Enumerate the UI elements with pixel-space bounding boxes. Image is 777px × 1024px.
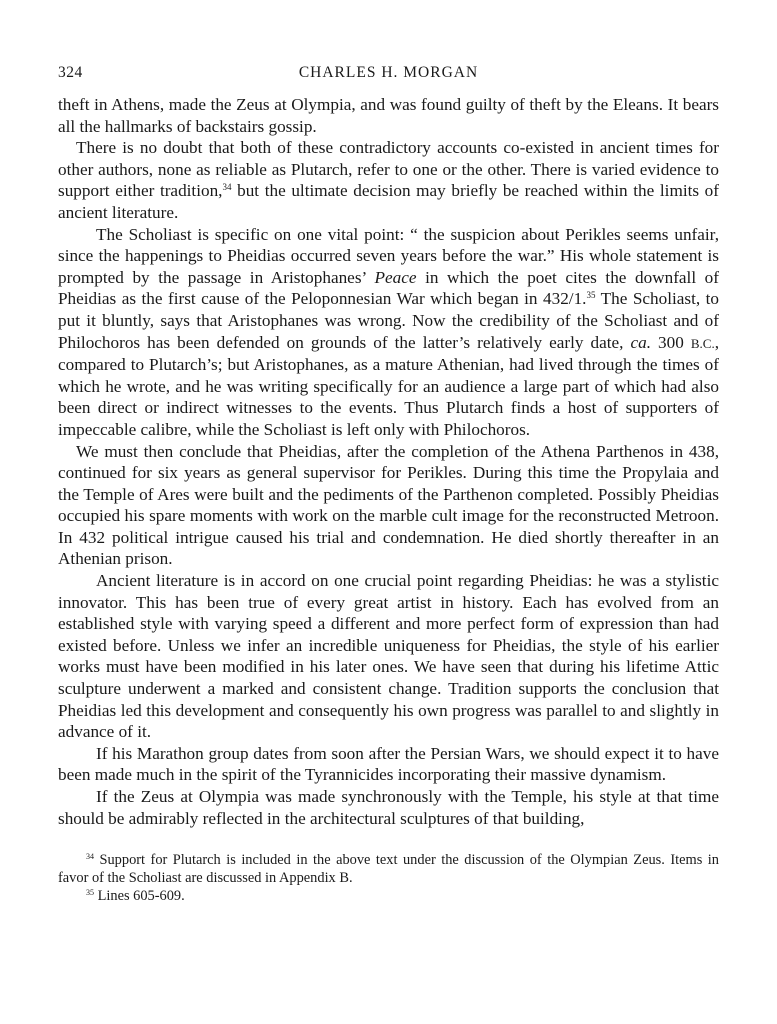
page-number: 324 [58, 64, 83, 81]
paragraph-3-text-c: The Scholiast, to put it bluntly, says that Aristophanes was wrong. Now the credibility of the Scholiast and of Philochoros has been defended on grounds of the latter’s relatively early date, [58, 289, 719, 352]
paragraph-4: We must then conclude that Pheidias, after the completion of the Athena Parthenos in 438, continued for six years as general supervisor for Perikles. During this time the Propylaia and the Temple of Ares were built and the pediments of the Parthenon completed. Possibly Pheidias occupied his spare moments with work on the marble cult image for the reconstructed Metroon. In 432 political intrigue caused his trial and condemnation. He died shortly thereafter in an Athenian prison. [58, 441, 719, 569]
footnote-35-number: 35 [86, 888, 94, 898]
footnote-ref-35: 35 [586, 290, 596, 301]
paragraph-3-text-a: The Scholiast is specific on one vital point: “ the suspicion about Perikles seems unfair, since the happenings to Pheidias occurred seven years before the war.” His whole statement is prompted by the passage in Aristophanes’ [58, 224, 719, 287]
paragraph-3-text-b: in which the poet cites the downfall of Pheidias as the first cause of the Peloponnesian War which began in 432/1. [58, 267, 719, 309]
small-caps-bc: B.C. [690, 335, 715, 351]
footnote-34 [58, 851, 719, 887]
paragraph-6: If his Marathon group dates from soon after the Persian Wars, we should expect it to have been made much in the spirit of the Tyrannicides incorporating their massive dynamism. [58, 743, 719, 785]
page [58, 60, 719, 905]
footnote-ref-34: 34 [222, 182, 232, 193]
paragraph-1: theft in Athens, made the Zeus at Olympia, and was found guilty of theft by the Eleans. It bears all the hallmarks of backstairs gossip. [58, 95, 719, 136]
paragraph-2-text-b: but the ultimate decision may briefly be reached within the limits of ancient literature. [58, 181, 719, 222]
footnote-34-text: Support for Plutarch is included in the above text under the discussion of the Olympian Zeus. Items in favor of the Scholiast are discussed in Appendix B. [58, 852, 719, 887]
italic-ca: ca. [630, 332, 651, 352]
footnote-35-text: Lines 605-609. [94, 888, 185, 905]
running-title: CHARLES H. MORGAN [298, 64, 479, 81]
paragraph-5: Ancient literature is in accord on one crucial point regarding Pheidias: he was a stylistic innovator. This has been true of every great artist in history. Each has evolved from an established style with varying speed a different and more perfect form of expression than had existed before. Unless we infer an incredible uniqueness for Pheidias, the style of his earlier works must have been modified in his later ones. We have seen that during his lifetime Attic sculpture underwent a marked and consistent change. Tradition supports the conclusion that Pheidias led this development and consequently his own progress was parallel to and slightly in advance of it. [58, 571, 719, 742]
footnote-35 [58, 887, 719, 905]
paragraph-2-text-a: There is no doubt that both of these contradictory accounts co-existed in ancient times for other authors, none as reliable as Plutarch, refer to one or the other. There is varied evidence to support either tradition, [58, 138, 719, 201]
running-header [58, 60, 719, 84]
paragraph-3-text-d: 300 [651, 332, 691, 352]
paragraph-3-text-e: , compared to Plutarch’s; but Aristophanes, as a mature Athenian, had lived through the times of which he wrote, and he was writing specifically for an audience a large part of which had also been direct or indirect witnesses to the events. Thus Plutarch finds a host of supporters of impeccable calibre, while the Scholiast is left only with Philochoros. [58, 332, 720, 439]
footnotes [58, 851, 719, 905]
paragraph-7: If the Zeus at Olympia was made synchronously with the Temple, his style at that time should be admirably reflected in the architectural sculptures of that building, [58, 787, 719, 828]
italic-peace: Peace [374, 267, 417, 287]
body-text [58, 94, 719, 829]
footnote-34-number: 34 [86, 852, 94, 862]
paragraph-2 [58, 137, 719, 223]
paragraph-3 [58, 224, 719, 441]
